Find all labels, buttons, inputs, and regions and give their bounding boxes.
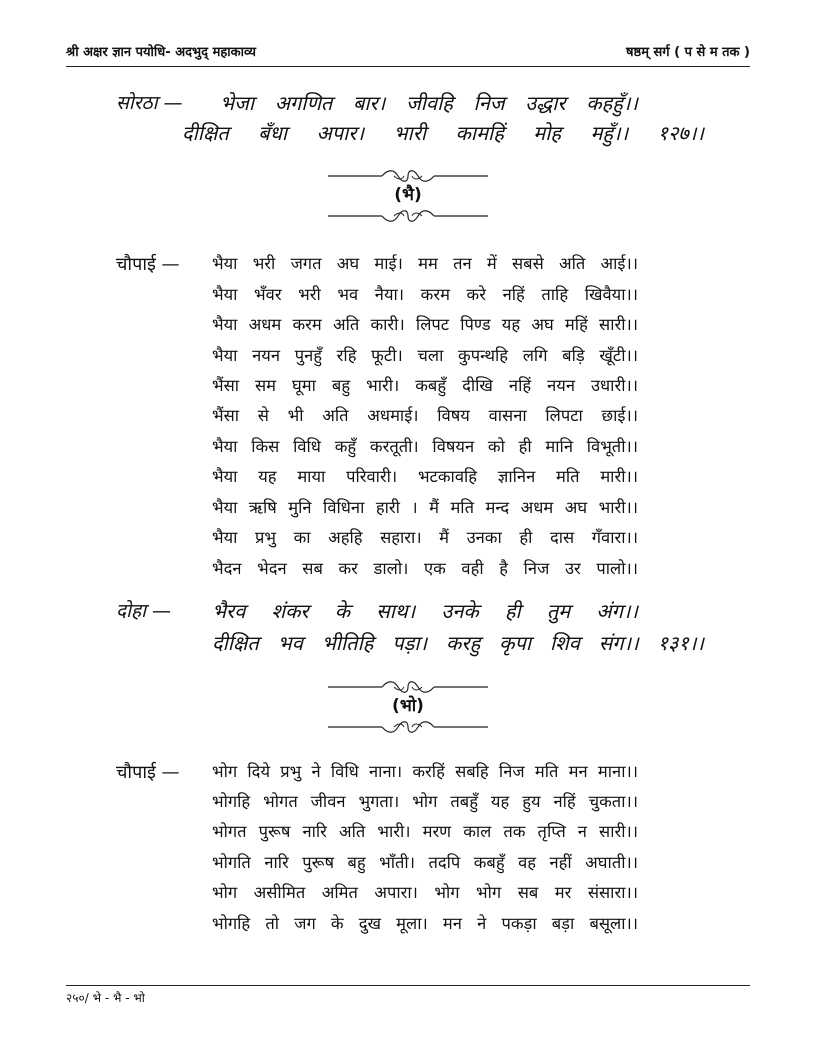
verse-line: भैया भँवर भरी भव नैया। करम करे नहिं ताहि खिवैया।। bbox=[212, 285, 638, 304]
verse-line: भोगहि भोगत जीवन भुगता। भोग तबहुँ यह हुय नहिं चुकता।। bbox=[212, 792, 638, 811]
verse-line: भैया अधम करम अति कारी। लिपट पिण्ड यह अघ महिं सारी।। bbox=[212, 315, 638, 334]
verse-line: भैया भरी जगत अघ माई। मम तन में सबसे अति आई।। bbox=[212, 254, 638, 273]
running-header-left: श्री अक्षर ज्ञान पयोधि- अदभुद् महाकाव्य bbox=[66, 45, 256, 60]
section-divider-bhai bbox=[320, 164, 496, 234]
chaupai-label-bho: चौपाई — bbox=[116, 762, 180, 783]
verse-line: भोगति नारि पुरूष बहु भाँती। तदपि कबहुँ वह नहीं अघाती।। bbox=[212, 853, 638, 872]
verse-line: भोग दिये प्रभु ने विधि नाना। करहिं सबहि निज मति मन माना।। bbox=[212, 762, 638, 781]
chaupai-label-bhai: चौपाई — bbox=[116, 254, 180, 275]
section-divider-bho bbox=[320, 675, 496, 745]
verse-line: भोगत पुरूष नारि अति भारी। मरण काल तक तृप्ति न सारी।। bbox=[212, 822, 638, 841]
verse-line: भैदन भेदन सब कर डालो। एक वही है निज उर पालो।। bbox=[212, 559, 638, 578]
sortha-label: सोरठा — bbox=[116, 92, 183, 114]
running-header-right: षष्ठम् सर्ग ( प से म तक ) bbox=[626, 45, 750, 60]
footer-rule bbox=[66, 985, 750, 986]
header-rule bbox=[66, 66, 750, 67]
doha-label: दोहा — bbox=[116, 600, 172, 622]
verse-line: भैंसा से भी अति अधमाई। विषय वासना लिपटा छाई।। bbox=[212, 406, 638, 425]
verse-line: भैंसा सम घूमा बहु भारी। कबहुँ दीखि नहिं नयन उधारी।। bbox=[212, 376, 638, 395]
sortha-line-2: दीक्षित बँधा अपार। भारी कामहिं मोह महुँ।। १२७।। bbox=[182, 121, 704, 145]
verse-line: भैया किस विधि कहुँ करतूती। विषयन को ही मानि विभूती।। bbox=[212, 437, 638, 456]
verse-line: भैया यह माया परिवारी। भटकावहि ज्ञानिन मति मारी।। bbox=[212, 467, 638, 486]
verse-line: भोगहि तो जग के दुख मूला। मन ने पकड़ा बड़ा बसूला।। bbox=[212, 914, 638, 933]
doha-line-2: दीक्षित भव भीतिहि पड़ा। करहु कृपा शिव संग।। १३१।। bbox=[212, 631, 704, 655]
verse-line: भैया ऋषि मुनि विधिना हारी । मैं मति मन्द अधम अघ भारी।। bbox=[212, 498, 638, 517]
verse-line: भैया नयन पुनहुँ रहि फूटी। चला कुपन्थहि लगि बड़ि खूँटी।। bbox=[212, 346, 638, 365]
verse-line: भोग असीमित अमित अपारा। भोग भोग सब मर संसारा।। bbox=[212, 883, 638, 902]
verse-line: भैया प्रभु का अहहि सहारा। मैं उनका ही दास गँवारा।। bbox=[212, 528, 638, 547]
sortha-line-1: भेजा अगणित बार। जीवहि निज उद्धार कहहुँ।। bbox=[220, 91, 638, 115]
section-heading-bho: (भो) bbox=[392, 696, 424, 716]
page-footer: २५०/ भे - भै - भो bbox=[66, 991, 145, 1005]
doha-line-1: भैरव शंकर के साथ। उनके ही तुम अंग।। bbox=[212, 599, 638, 623]
section-heading-bhai: (भै) bbox=[394, 185, 422, 205]
